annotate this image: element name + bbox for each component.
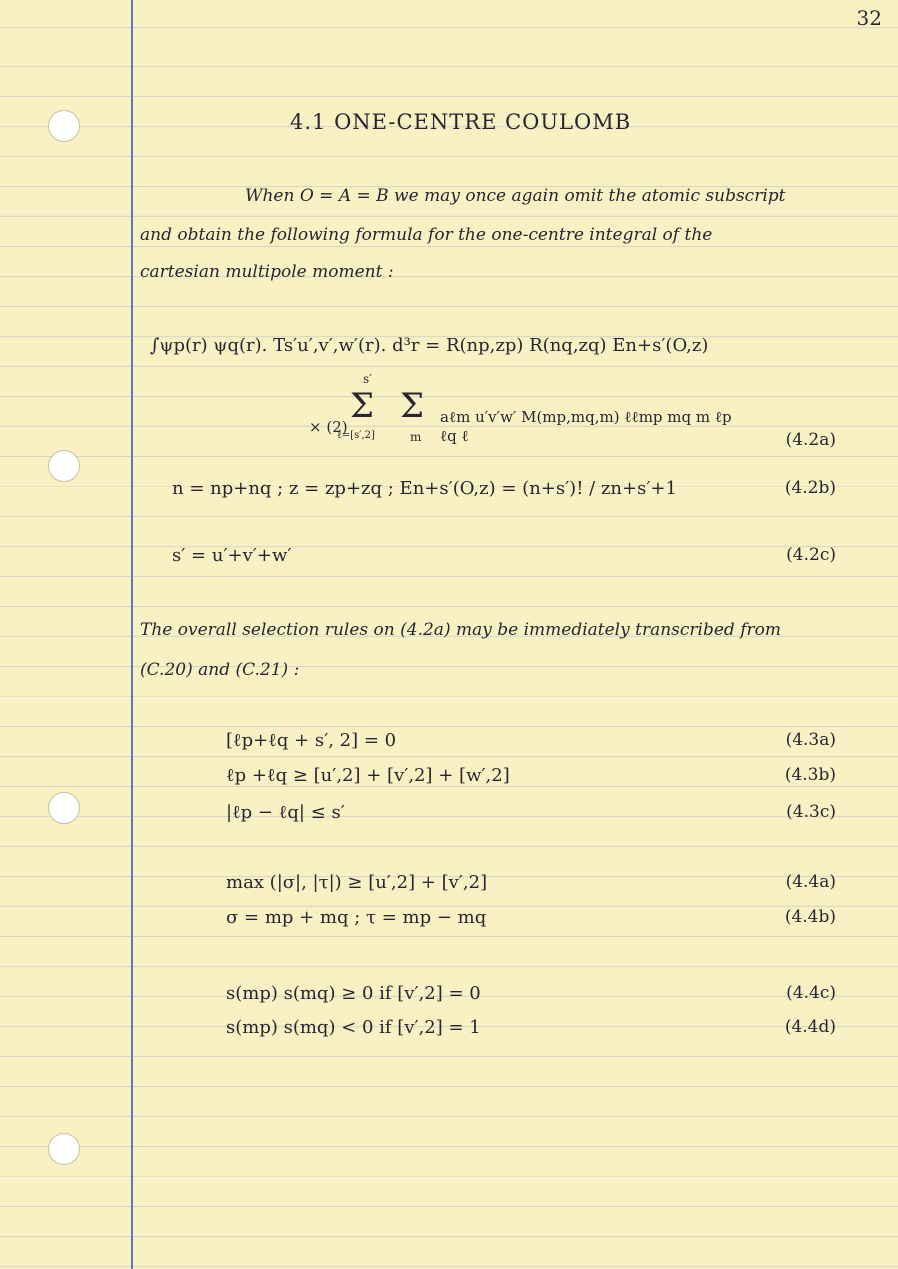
rule-4-4b: σ = mp + mq ; τ = mp − mq [226, 907, 487, 928]
sum-terms: aℓm u′v′w′ M(mp,mq,m) ℓℓmp mq m ℓp ℓq ℓ [440, 408, 732, 445]
rule-4-4c: s(mp) s(mq) ≥ 0 if [v′,2] = 0 [226, 983, 481, 1004]
punch-hole [48, 110, 80, 142]
eq-number: (4.2a) [785, 430, 836, 450]
section-heading: 4.1 ONE-CENTRE COULOMB [290, 110, 632, 134]
rule-4-4a: max (|σ|, |τ|) ≥ [u′,2] + [v′,2] [226, 872, 488, 893]
eq-number: (4.3c) [786, 802, 836, 822]
equation-4-2a-sum [305, 372, 745, 462]
punch-hole [48, 450, 80, 482]
rule-4-3c: |ℓp − ℓq| ≤ s′ [226, 802, 345, 823]
equation-4-2c: s′ = u′+v′+w′ [172, 545, 292, 566]
equation-4-2a-line1: ∫ψp(r) ψq(r). Ts′u′,v′,w′(r). d³r = R(np,zp) R(nq,zq) En+s′(O,z) [150, 335, 709, 356]
rule-4-3b: ℓp +ℓq ≥ [u′,2] + [v′,2] + [w′,2] [226, 765, 510, 786]
eq-number: (4.4b) [784, 907, 836, 927]
sigma-icon: Σ [350, 386, 375, 426]
eq-number: (4.4d) [784, 1017, 836, 1037]
selection-line: The overall selection rules on (4.2a) may be immediately transcribed from [140, 620, 781, 640]
eq-number: (4.4a) [785, 872, 836, 892]
intro-line: cartesian multipole moment : [140, 262, 394, 282]
sum-m: m [410, 430, 422, 444]
sigma-icon: Σ [400, 386, 425, 426]
eq-number: (4.3a) [785, 730, 836, 750]
sum-upper: s′ [363, 372, 372, 386]
page-number: 32 [856, 6, 882, 30]
rule-4-4d: s(mp) s(mq) < 0 if [v′,2] = 1 [226, 1017, 481, 1038]
eq-number: (4.4c) [786, 983, 836, 1003]
equation-4-2b: n = np+nq ; z = zp+zq ; En+s′(O,z) = (n+s′)! / zn+s′+1 [172, 478, 677, 499]
eq-number: (4.2b) [784, 478, 836, 498]
sum-lower: ℓ=[s′,2] [337, 430, 375, 441]
punch-hole [48, 1133, 80, 1165]
intro-line: and obtain the following formula for the one-centre integral of the [140, 225, 713, 245]
prefix: × (2) [309, 418, 348, 436]
punch-hole [48, 792, 80, 824]
eq-number: (4.3b) [784, 765, 836, 785]
intro-line: When O = A = B we may once again omit the atomic subscript [245, 186, 786, 206]
margin-line [131, 0, 133, 1269]
selection-line: (C.20) and (C.21) : [140, 660, 300, 680]
eq-number: (4.2c) [786, 545, 836, 565]
rule-4-3a: [ℓp+ℓq + s′, 2] = 0 [226, 730, 397, 751]
